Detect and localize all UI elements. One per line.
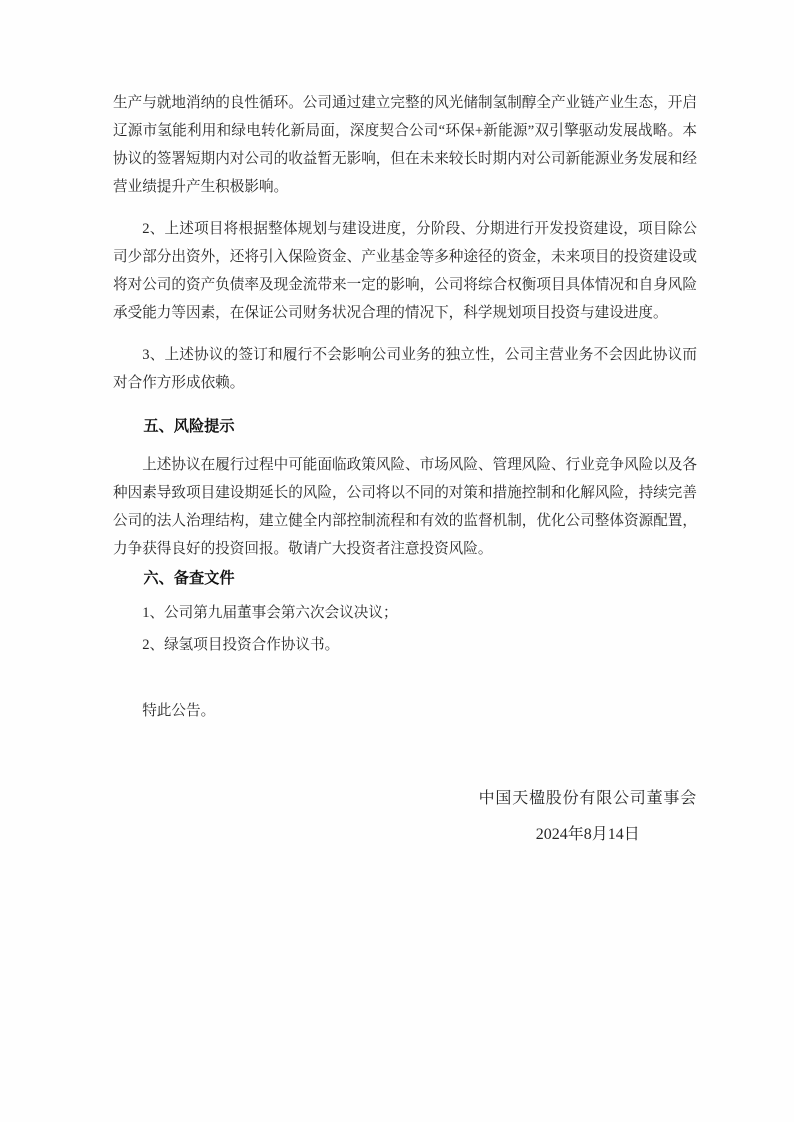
paragraph-risk-description: 上述协议在履行过程中可能面临政策风险、市场风险、管理风险、行业竞争风险以及各种因素导致项目建设期延长的风险，公司将以不同的对策和措施控制和化解风险，持续完善公司的法人治理结构，建立健全内部控制流程和有效的监督机制，优化公司整体资源配置，力争获得良好的投资回报。敬请广大投资者注意投资风险。 bbox=[113, 457, 697, 557]
reference-document-item-1: 1、公司第九届董事会第六次会议决议； bbox=[142, 605, 398, 621]
section-heading-reference-documents: 六、备查文件 bbox=[143, 570, 235, 587]
reference-document-item-2: 2、绿氢项目投资合作协议书。 bbox=[142, 637, 340, 653]
paragraph-impact-continuation: 生产与就地消纳的良性循环。公司通过建立完整的风光储制氢制醇全产业链产业生态，开启辽源市氢能利用和绿电转化新局面，深度契合公司“环保+新能源”双引擎驱动发展战略。本协议的签署短期内对公司的收益暂无影响，但在未来较长时期内对公司新能源业务发展和经营业绩提升产生积极影响。 bbox=[113, 95, 697, 195]
signature-company-name: 中国天楹股份有限公司董事会 bbox=[478, 790, 697, 807]
signature-block bbox=[479, 785, 697, 849]
paragraph-item-3-independence: 3、上述协议的签订和履行不会影响公司业务的独立性，公司主营业务不会因此协议而对合作方形成依赖。 bbox=[113, 347, 697, 391]
section-heading-risk-notice: 五、风险提示 bbox=[143, 418, 235, 435]
closing-statement: 特此公告。 bbox=[142, 703, 216, 719]
paragraph-item-2-investment-plan: 2、上述项目将根据整体规划与建设进度，分阶段、分期进行开发投资建设，项目除公司少部分出资外，还将引入保险资金、产业基金等多种途径的资金，未来项目的投资建设或将对公司的资产负债率及现金流带来一定的影响，公司将综合权衡项目具体情况和自身风险承受能力等因素，在保证公司财务状况合理的情况下，科学规划项目投资与建设进度。 bbox=[113, 221, 697, 321]
signature-date: 2024年8月14日 bbox=[535, 826, 640, 843]
